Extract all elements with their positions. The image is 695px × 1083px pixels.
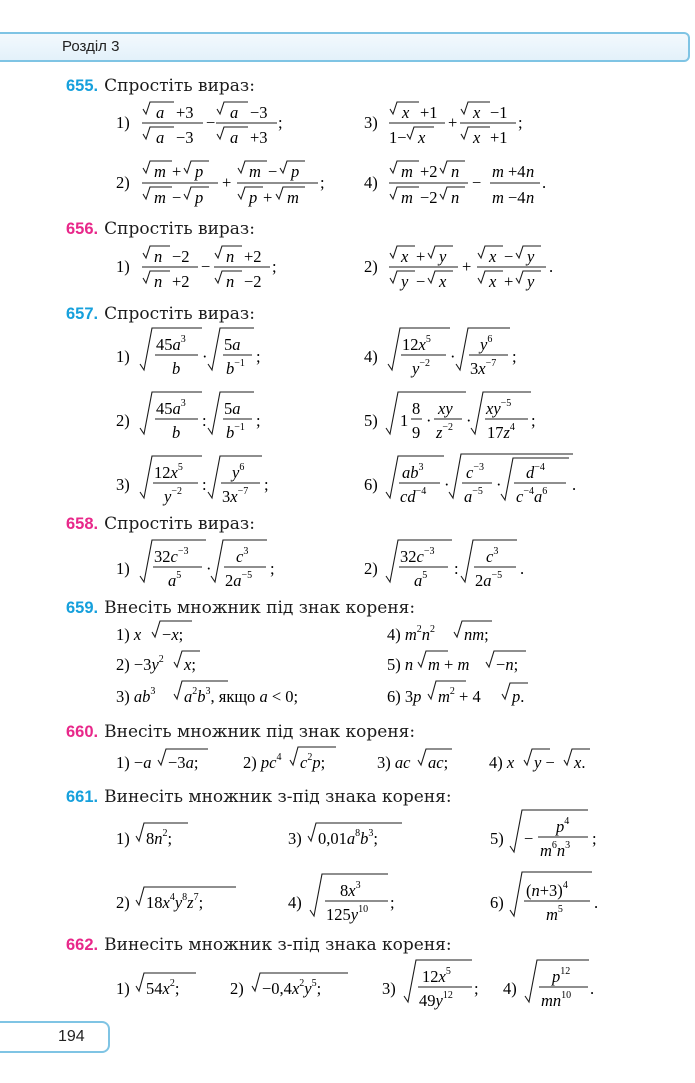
section-title: Розділ 3 [62,38,120,55]
svg-text:c3: $c^3$ [236,546,249,566]
svg-text:a: a [230,128,239,147]
problem-text: Спростіть вираз: [104,76,255,96]
svg-text:.: . [549,257,554,276]
svg-text::: : [202,411,207,430]
svg-text:1) −a: 1) −a [116,753,152,772]
problem-656 [66,219,255,239]
problem-655-item-1 [116,102,283,147]
svg-text:·: · [450,347,456,366]
svg-text:m: m [492,162,504,181]
svg-text:6) 3p: 6) 3p [387,687,422,706]
problem-661-item-4 [288,874,395,924]
svg-text:1−: 1− [389,128,407,147]
problem-661 [66,787,452,807]
problem-660-item-1 [116,749,208,772]
svg-text:4): 4) [364,173,378,192]
problem-number: 661. [66,788,99,806]
svg-text:m: m [154,188,166,207]
svg-text:2): 2) [364,559,378,578]
problem-number: 660. [66,723,99,741]
svg-text:−: − [524,829,534,848]
svg-text:+3: +3 [250,128,268,147]
svg-text:−n;: −n; [496,655,519,674]
svg-text:4): 4) [288,893,302,912]
svg-text:−x;: −x; [162,625,184,644]
svg-text:12x5: $12x^5$ [402,334,431,354]
svg-text:m: m [287,188,299,207]
svg-text:125y10: $125y^{10}$ [326,904,369,924]
svg-text:−3a;: −3a; [168,753,199,772]
svg-text:2) −3y2: $2) -3y^2$ [116,654,164,674]
problem-655-item-2 [116,161,325,207]
svg-text:·: · [496,475,502,494]
problem-657-item-3 [116,456,269,506]
svg-text:−4: −4 [508,188,526,207]
svg-text:y −: y − [534,753,555,772]
svg-text:;: ; [264,475,269,494]
problem-text: Винесіть множник з-під знака кореня: [104,787,452,807]
svg-text:+: + [222,173,232,192]
svg-text:p.: p. [512,687,525,706]
page-number-box [0,1021,110,1053]
problem-662-item-1 [116,973,196,998]
svg-text:+2: +2 [420,162,438,181]
svg-text:x: x [439,272,447,291]
svg-text:3): 3) [382,979,396,998]
svg-text:nm;: nm; [464,625,489,644]
problem-658-item-2 [364,540,524,590]
problem-number: 662. [66,936,99,954]
problem-657-item-6 [364,454,576,506]
svg-text:x: x [473,128,481,147]
problem-text: Внесіть множник під знак кореня: [104,598,416,618]
svg-text:3) ac: 3) ac [377,753,411,772]
svg-text:3): 3) [116,475,130,494]
svg-text:m5: $m^5$ [546,904,563,924]
svg-text:3) ab3: 3) $ab^3$ [116,686,156,706]
svg-text:p: p [195,188,204,207]
svg-text:1) x: 1) x [116,625,142,644]
svg-text:2): 2) [364,257,378,276]
svg-text:x: x [418,128,426,147]
svg-text:3x−7: $3x^{-7}$ [222,486,249,506]
svg-text:p12: $p^{12}$ [552,966,571,986]
svg-text:x: x [489,247,497,266]
svg-text:m: m [249,162,261,181]
svg-text:8x3: $8x^3$ [340,880,361,900]
problem-662-item-2 [230,973,348,998]
svg-text:+3: +3 [176,103,194,122]
problem-661-item-3 [288,823,402,848]
svg-text:2) pc4: 2) $pc^4$ [243,752,282,772]
svg-text::: : [454,559,459,578]
svg-text:−1: −1 [490,103,508,122]
svg-text:1): 1) [116,559,130,578]
svg-text:;: ; [272,257,277,276]
svg-text:m: m [401,188,413,207]
svg-text:a: a [156,103,165,122]
svg-text:;: ; [270,559,275,578]
problem-660-items [0,744,695,778]
problem-number: 655. [66,77,99,95]
svg-text:3): 3) [288,829,302,848]
svg-text:.: . [594,893,599,912]
svg-text:x.: x. [574,753,586,772]
svg-text:9: 9 [412,423,421,442]
svg-text:.: . [542,173,547,192]
svg-text:x;: x; [184,655,196,674]
svg-text:18x4y8z7;: $18x^4y^8z^7$; [146,892,204,912]
svg-text:+2: +2 [244,247,262,266]
svg-text:5a: 5a [224,399,241,418]
svg-text:5a: 5a [224,335,241,354]
problem-662 [66,935,452,955]
svg-text:x: x [401,247,409,266]
svg-text:n: n [154,272,163,291]
svg-text:c−4a6: $c^{-4}a^6$ [516,486,548,506]
problem-655-item-3 [364,102,523,147]
svg-text:;: ; [320,173,325,192]
svg-text:n: n [526,188,535,207]
svg-text:−0,4x2y5;: $-0,4x^2y^5$; [262,978,322,998]
svg-text:m: m [401,162,413,181]
svg-text:n: n [451,162,460,181]
svg-text:y: y [527,247,535,266]
svg-text:b−1: $b^{-1}$ [226,422,245,442]
problem-659-item-5 [387,651,526,674]
svg-text:y: y [401,272,409,291]
svg-text:+: + [416,247,426,266]
svg-text:z−2: $z^{-2}$ [436,422,454,442]
svg-text:a2b3, якщо a < 0;: $a^2b^3$, якщо a < 0; [184,686,299,706]
svg-text:2a−5: $2a^{-5}$ [225,570,253,590]
page-number: 194 [58,1028,85,1045]
svg-text:2): 2) [116,411,130,430]
svg-text:;: ; [531,411,536,430]
svg-text:0,01a8b3;: $0,01a^8b^3$; [318,828,378,848]
svg-text:2): 2) [230,979,244,998]
svg-text:;: ; [278,113,283,132]
svg-text:·: · [444,475,450,494]
svg-text:p4: $p^4$ [556,816,570,836]
svg-text:.: . [572,475,577,494]
problem-text: Спростіть вираз: [104,219,255,239]
svg-text:c2p;: $c^2p$; [300,752,326,772]
svg-text:17z4: $17z^4$ [487,422,515,442]
svg-text:4) x: 4) x [489,753,515,772]
svg-text:3x−7: $3x^{-7}$ [470,358,497,378]
svg-text:+4: +4 [508,162,526,181]
svg-text:b−1: $b^{-1}$ [226,358,245,378]
problem-661-item-1 [116,823,188,848]
svg-text:a: a [230,103,239,122]
svg-text:2a−5: $2a^{-5}$ [475,570,503,590]
svg-text:cd−4: $cd^{-4}$ [400,486,427,506]
problem-659 [66,598,415,618]
problem-656-item-1 [116,246,277,291]
svg-text:12x5: $12x^5$ [154,462,183,482]
problem-661-item-5 [490,810,597,860]
svg-text:+1: +1 [490,128,508,147]
svg-text:+: + [448,113,458,132]
svg-text:−: − [172,188,182,207]
svg-text:n: n [226,247,235,266]
svg-text:−3: −3 [176,128,194,147]
problem-660 [66,722,415,742]
svg-text:1: 1 [400,411,409,430]
svg-text:d−4: $d^{-4}$ [526,462,545,482]
svg-text:b: b [172,423,181,442]
problem-657-items [0,324,695,514]
svg-text:1): 1) [116,257,130,276]
svg-text:32c−3: $32c^{-3}$ [154,546,189,566]
problem-number: 658. [66,515,99,533]
svg-text:4): 4) [503,979,517,998]
svg-text:.: . [520,559,525,578]
svg-text:x: x [473,103,481,122]
problem-text: Спростіть вираз: [104,514,255,534]
svg-text:mn10: $mn^{10}$ [541,990,572,1010]
svg-text:−2: −2 [244,272,262,291]
svg-text:a−5: $a^{-5}$ [464,486,483,506]
svg-text:+: + [172,162,182,181]
svg-text:m: m [492,188,504,207]
svg-text:y6: $y^6$ [480,334,493,354]
svg-text:−: − [268,162,278,181]
svg-text:m6n3: $m^6n^3$ [540,840,571,860]
problem-662-item-4 [503,960,594,1010]
svg-text:xy: xy [438,399,453,418]
svg-text:·: · [202,347,208,366]
svg-text:+1: +1 [420,103,438,122]
problem-number: 656. [66,220,99,238]
svg-text:−: − [201,257,211,276]
problem-number: 657. [66,305,99,323]
svg-text:n: n [526,162,535,181]
svg-text:(n+3)4: $(n+3)^4$ [526,880,568,900]
svg-text:;: ; [256,411,261,430]
problem-661-items [0,806,695,936]
svg-text:p: p [195,162,204,181]
svg-text:49y12: $49y^{12}$ [419,990,453,1010]
svg-text:y6: $y^6$ [232,462,245,482]
svg-text:a5: $a^5$ [168,570,182,590]
problem-659-item-2 [116,651,200,674]
svg-text:5) n: 5) n [387,655,414,674]
svg-text:−: − [416,272,426,291]
svg-text:−: − [206,113,216,132]
problem-656-item-2 [364,246,553,291]
problem-text: Спростіть вираз: [104,304,255,324]
svg-text:1): 1) [116,113,130,132]
problem-662-items [0,954,695,1020]
svg-text:y: y [527,272,535,291]
problem-659-item-1 [116,621,192,644]
section-header [0,32,690,62]
svg-text:5): 5) [490,829,504,848]
svg-text:m2 + 4: $m^2 + 4$ [438,686,481,706]
svg-text:8n2;: $8n^2$; [146,828,173,848]
svg-text:32c−3: $32c^{-3}$ [400,546,435,566]
svg-text:12x5: $12x^5$ [422,966,451,986]
problem-655-items [0,96,695,216]
svg-text:54x2;: $54x^2$; [146,978,180,998]
problem-number: 659. [66,599,99,617]
svg-text:a: a [156,128,165,147]
svg-text:x: x [489,272,497,291]
problem-661-item-2 [116,887,236,912]
problem-657-item-2 [116,392,261,442]
problem-text: Внесіть множник під знак кореня: [104,722,416,742]
problem-656-items [0,240,695,302]
svg-text:ab3: $ab^3$ [402,462,424,482]
svg-text:3): 3) [364,113,378,132]
svg-text:·: · [466,411,472,430]
svg-text:x: x [402,103,410,122]
svg-text:c−3: $c^{-3}$ [466,462,484,482]
svg-text:−2: −2 [172,247,190,266]
svg-text:n: n [226,272,235,291]
svg-text:8: 8 [412,399,421,418]
svg-text:b: b [172,359,181,378]
svg-text:6): 6) [490,893,504,912]
svg-text:2): 2) [116,173,130,192]
svg-text:ac;: ac; [428,753,449,772]
problem-660-item-3 [377,749,452,772]
svg-text:+: + [462,257,472,276]
svg-text:4) m2n2: 4) $m^2n^2$ [387,624,436,644]
svg-text:;: ; [592,829,597,848]
svg-text:2): 2) [116,893,130,912]
problem-658-item-1 [116,540,275,590]
problem-657-item-5 [364,392,536,442]
svg-text:n: n [451,188,460,207]
svg-text:4): 4) [364,347,378,366]
svg-text:;: ; [474,979,479,998]
svg-text:m: m [154,162,166,181]
svg-text:5): 5) [364,411,378,430]
problem-657-item-1 [116,328,261,378]
svg-text:p: p [291,162,300,181]
svg-text:45a3: $45a^3$ [156,334,186,354]
svg-text:1): 1) [116,347,130,366]
problem-659-item-4 [387,621,492,644]
svg-text:m + m: m + m [428,655,470,674]
svg-text::: : [202,475,207,494]
problem-text: Винесіть множник з-під знака кореня: [104,935,452,955]
svg-text:+: + [263,188,273,207]
svg-text:·: · [426,411,432,430]
problem-655-item-4 [364,161,546,207]
svg-text:−3: −3 [250,103,268,122]
svg-text:−: − [472,173,482,192]
problem-659-items [0,618,695,718]
problem-659-item-6 [387,681,528,706]
svg-text:6): 6) [364,475,378,494]
svg-text:·: · [206,559,212,578]
svg-text:a5: $a^5$ [414,570,428,590]
svg-text:−2: −2 [420,188,438,207]
svg-text:y−2: $y^{-2}$ [164,486,182,506]
svg-text:+: + [504,272,514,291]
svg-text:45a3: $45a^3$ [156,398,186,418]
problem-662-item-3 [382,960,479,1010]
problem-660-item-4 [489,749,590,772]
svg-text:;: ; [390,893,395,912]
svg-text:1): 1) [116,829,130,848]
problem-660-item-2 [243,747,336,772]
problem-658-items [0,534,695,598]
svg-text:n: n [154,247,163,266]
svg-text:1): 1) [116,979,130,998]
problem-659-item-3 [116,681,298,706]
svg-text:y: y [439,247,447,266]
problem-658 [66,514,255,534]
svg-text:−: − [504,247,514,266]
svg-text:;: ; [518,113,523,132]
svg-text:;: ; [512,347,517,366]
svg-text:xy−5: $xy^{-5}$ [486,398,512,418]
svg-text:c3: $c^3$ [486,546,499,566]
problem-655 [66,76,255,96]
svg-text:.: . [590,979,595,998]
svg-text:p: p [249,188,258,207]
problem-657 [66,304,255,324]
problem-661-item-6 [490,872,598,924]
problem-657-item-4 [364,328,517,378]
svg-text:y−2: $y^{-2}$ [412,358,430,378]
svg-text:+2: +2 [172,272,190,291]
svg-text:;: ; [256,347,261,366]
